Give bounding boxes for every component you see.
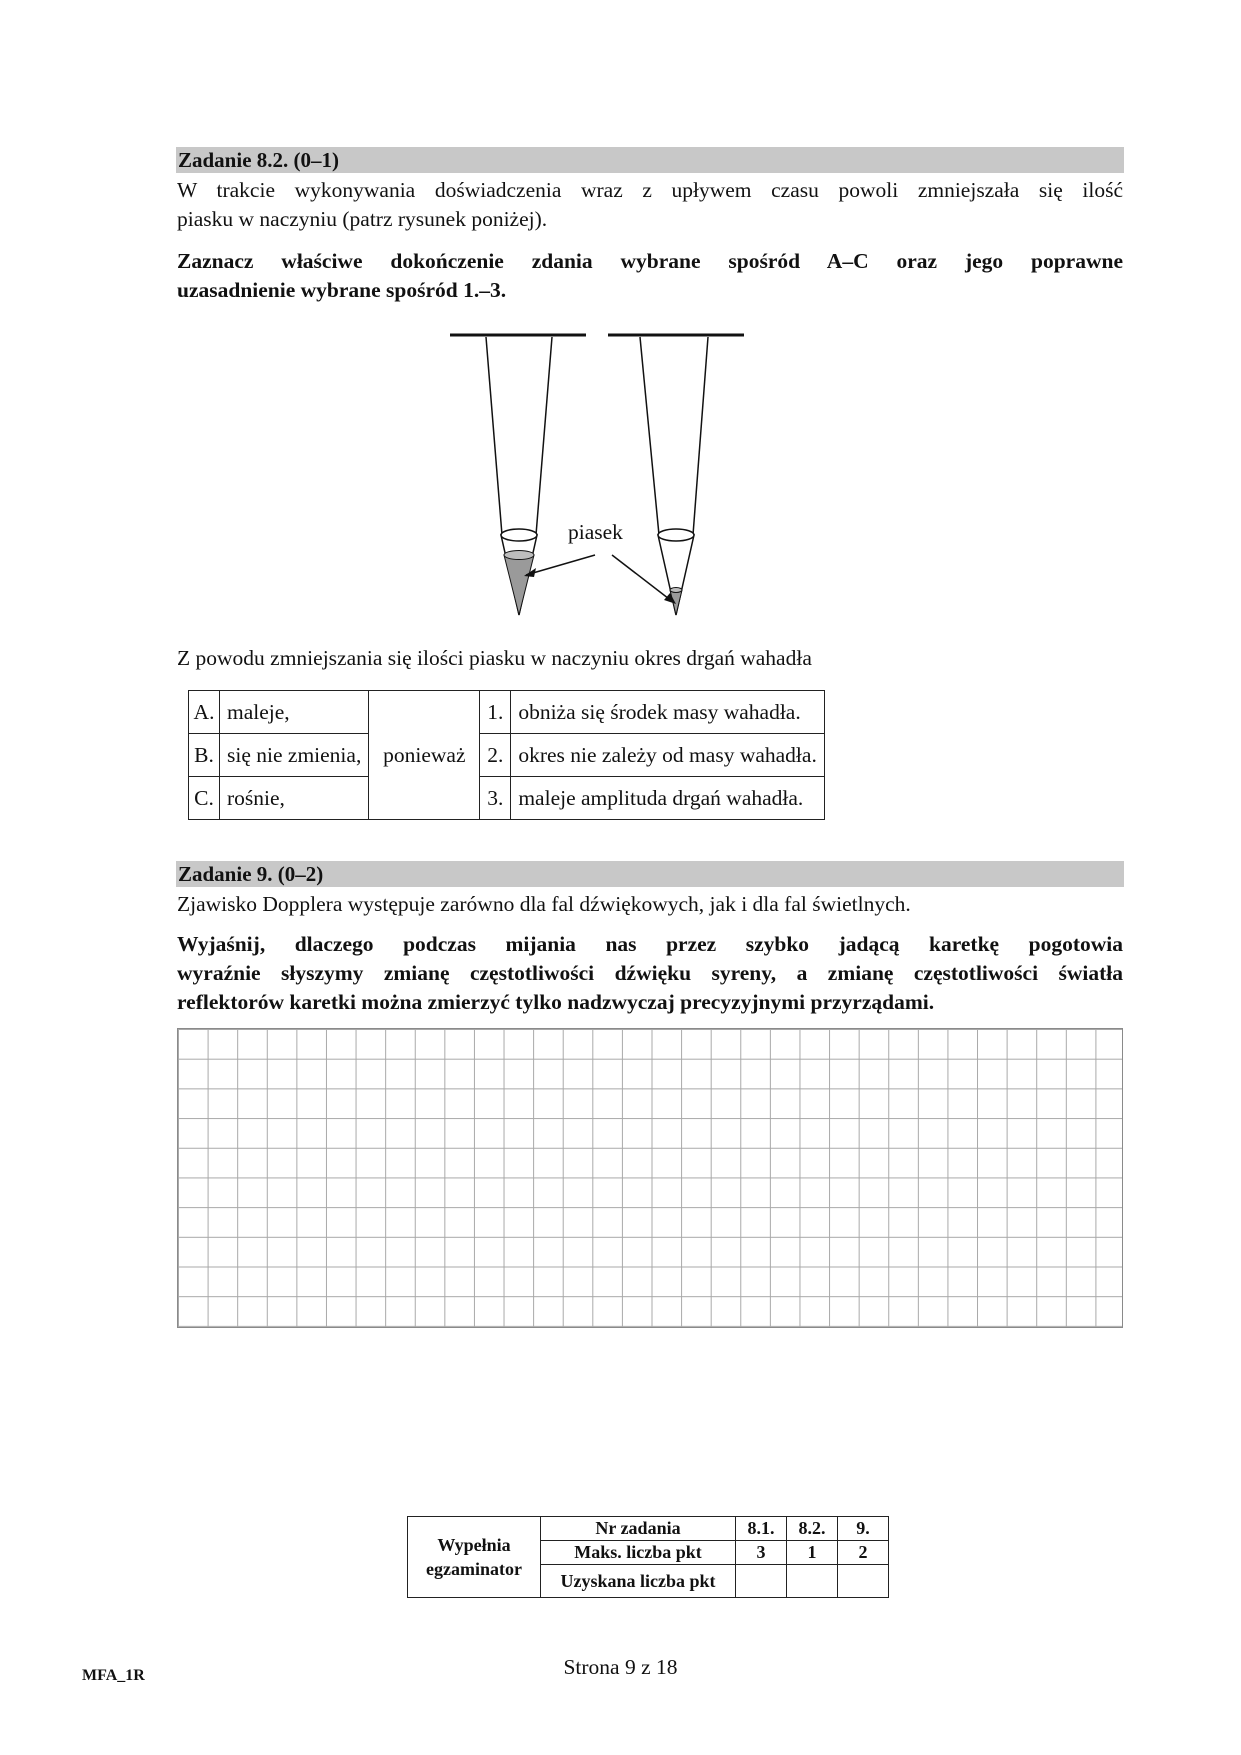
obtained-points-cell[interactable]: [838, 1565, 889, 1598]
task-9-instruction: [177, 930, 1123, 1017]
max-points: 2: [838, 1541, 889, 1565]
reason-number[interactable]: 1.: [480, 691, 511, 734]
reason-number[interactable]: 3.: [480, 777, 511, 820]
answer-grid[interactable]: [177, 1028, 1123, 1328]
task-9-header: Zadanie 9. (0–2): [176, 861, 1124, 887]
task-number: 8.2.: [787, 1517, 838, 1541]
task-number: 8.1.: [736, 1517, 787, 1541]
choice-row: [189, 734, 825, 777]
arrow-left: [526, 555, 595, 575]
choice-row: [189, 777, 825, 820]
sand-left: [504, 555, 534, 615]
obtained-points-cell[interactable]: [736, 1565, 787, 1598]
string-right-a: [640, 337, 659, 535]
reason-text[interactable]: maleje amplituda drgań wahadła.: [511, 777, 825, 820]
task-8-2-header: Zadanie 8.2. (0–1): [176, 147, 1124, 173]
row-label-task: Nr zadania: [541, 1517, 736, 1541]
instruction-line: Zaznacz właściwe dokończenie zdania wybrane spośród A–C oraz jego poprawne: [177, 249, 1123, 273]
option-letter[interactable]: C.: [189, 777, 220, 820]
max-points: 1: [787, 1541, 838, 1565]
intro-line: W trakcie wykonywania doświadczenia wraz z upływem czasu powoli zmniejszała się ilość: [177, 178, 1123, 202]
choice-row: [189, 691, 825, 734]
figure-label-sand: piasek: [568, 520, 623, 544]
option-letter[interactable]: A.: [189, 691, 220, 734]
instruction-line: Wyjaśnij, dlaczego podczas mijania nas przez szybko jadącą karetkę pogotowia: [177, 932, 1123, 956]
instruction-line: wyraźnie słyszymy zmianę częstotliwości dźwięku syreny, a zmianę częstotliwości światła: [177, 961, 1123, 985]
examiner-cell: [408, 1517, 541, 1598]
pendulum-figure: [440, 325, 760, 625]
connector-text: ponieważ: [369, 691, 480, 820]
max-points: 3: [736, 1541, 787, 1565]
examiner-line: Wypełnia: [437, 1535, 511, 1555]
obtained-points-cell[interactable]: [787, 1565, 838, 1598]
exam-code: MFA_1R: [82, 1667, 145, 1684]
task-9-intro: Zjawisko Dopplera występuje zarówno dla fal dźwiękowych, jak i dla fal świetlnych.: [177, 892, 911, 916]
choice-table: [188, 690, 825, 820]
row-label-max: Maks. liczba pkt: [541, 1541, 736, 1565]
string-left-b: [536, 337, 552, 535]
instruction-line: uzasadnienie wybrane spośród 1.–3.: [177, 278, 507, 302]
score-row-task: [408, 1517, 889, 1541]
task-8-2-instruction: [177, 247, 1123, 305]
row-label-obtained: Uzyskana liczba pkt: [541, 1565, 736, 1598]
option-text[interactable]: maleje,: [220, 691, 369, 734]
string-left-a: [486, 337, 502, 535]
reason-text[interactable]: okres nie zależy od masy wahadła.: [511, 734, 825, 777]
reason-text[interactable]: obniża się środek masy wahadła.: [511, 691, 825, 734]
score-table: [407, 1516, 889, 1598]
option-text[interactable]: rośnie,: [220, 777, 369, 820]
instruction-line: reflektorów karetki można zmierzyć tylko nadzwyczaj precyzyjnymi przyrządami.: [177, 990, 935, 1014]
option-letter[interactable]: B.: [189, 734, 220, 777]
intro-line: piasku w naczyniu (patrz rysunek poniżej).: [177, 207, 548, 231]
page-number: Strona 9 z 18: [563, 1655, 678, 1679]
string-right-b: [693, 337, 708, 535]
task-8-2-stem: Z powodu zmniejszania się ilości piasku w naczyniu okres drgań wahadła: [177, 646, 812, 670]
task-8-2-intro: [177, 176, 1123, 234]
option-text[interactable]: się nie zmienia,: [220, 734, 369, 777]
task-number: 9.: [838, 1517, 889, 1541]
reason-number[interactable]: 2.: [480, 734, 511, 777]
examiner-line: egzaminator: [426, 1559, 522, 1579]
